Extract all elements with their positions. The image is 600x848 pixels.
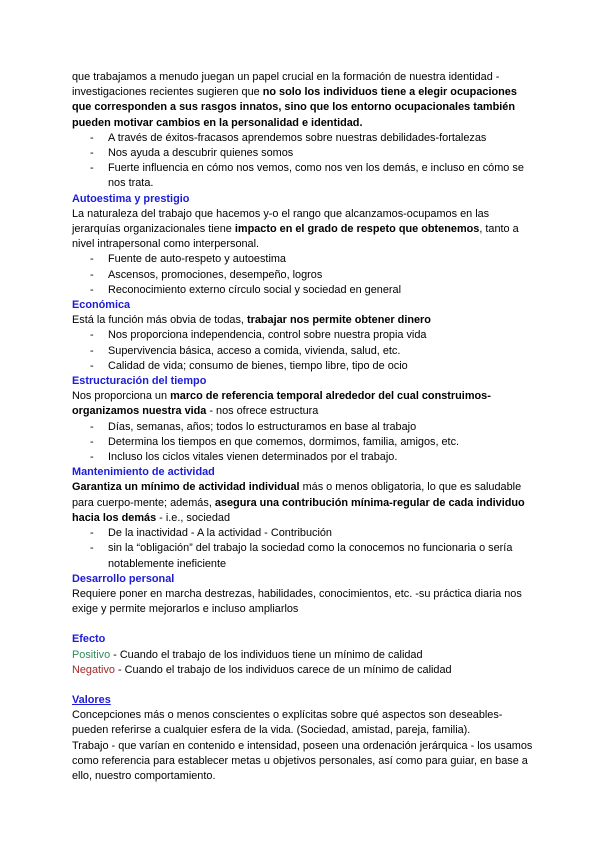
economica-paragraph: [72, 313, 536, 328]
intro-bold: no solo los individuos tiene a elegir ocupaciones que corresponden a sus rasgos innatos, sino que los entorno ocupacionales también pueden motivar cambios en la personalidad e identidad.: [72, 86, 517, 129]
positivo-label: Positivo: [72, 648, 111, 661]
economica-bullet-list: [72, 328, 536, 374]
negativo-label: Negativo: [72, 663, 115, 676]
valores-paragraph-1: Concepciones más o menos conscientes o explícitas sobre qué aspectos son deseables-pueden referirse a cualquier esfera de la vida. (Sociedad, amistad, pareja, familia).: [72, 709, 503, 737]
list-item: - A través de éxitos-fracasos aprendemos sobre nuestras debilidades-fortalezas: [72, 131, 536, 146]
efecto-positivo-line: [72, 648, 536, 663]
document-body: [72, 70, 536, 784]
intro-text: que trabajamos a menudo juegan un papel crucial en la formación de nuestra identidad - investigaciones recientes sugieren que: [72, 71, 500, 99]
list-item: - De la inactividad - A la actividad - Contribución: [72, 526, 536, 541]
section-heading-estructuracion: Estructuración del tiempo: [72, 375, 207, 388]
autoestima-text: La naturaleza del trabajo que hacemos y-o el rango que alcanzamos-ocupamos en las jerarquías organizacionales tiene: [72, 207, 490, 236]
economica-bold: trabajar nos permite obtener dinero: [246, 314, 431, 327]
estructuracion-paragraph: [72, 389, 536, 419]
mantenimiento-bold: Garantiza un mínimo de actividad individual: [72, 481, 300, 494]
spacer: [72, 678, 536, 693]
section-heading-valores: Valores: [72, 693, 111, 706]
list-item: - Determina los tiempos en que comemos, dormimos, familia, amigos, etc.: [72, 435, 536, 450]
autoestima-bold: impacto en el grado de respeto que obtenemos: [234, 223, 480, 236]
desarrollo-paragraph: Requiere poner en marcha destrezas, habilidades, conocimientos, etc. -su práctica diaria nos exige y permite mejorarlos e incluso ampliarlos: [72, 587, 522, 616]
autoestima-bullet-list: [72, 252, 536, 298]
estructuracion-bullet-list: [72, 420, 536, 466]
list-item: - Fuente de auto-respeto y autoestima: [72, 252, 536, 267]
mantenimiento-bullet-list: [72, 526, 536, 572]
economica-text: Está la función más obvia de todas,: [72, 314, 247, 327]
section-heading-desarrollo: Desarrollo personal: [72, 572, 175, 585]
intro-paragraph: [72, 70, 536, 131]
positivo-text: - Cuando el trabajo de los individuos tiene un mínimo de calidad: [110, 648, 423, 661]
estructuracion-text: Nos proporciona un: [72, 390, 171, 403]
list-item: - Fuerte influencia en cómo nos vemos, como nos ven los demás, e incluso en cómo se nos trata.: [72, 161, 536, 191]
list-item: - Días, semanas, años; todos lo estructuramos en base al trabajo: [72, 420, 536, 435]
section-heading-economica: Económica: [72, 299, 131, 312]
section-heading-efecto: Efecto: [72, 633, 106, 646]
section-heading-mantenimiento: Mantenimiento de actividad: [72, 466, 215, 479]
list-item: - Nos proporciona independencia, control sobre nuestra propia vida: [72, 328, 536, 343]
autoestima-paragraph: [72, 207, 536, 253]
section-heading-autoestima: Autoestima y prestigio: [72, 192, 190, 205]
estructuracion-text-end: - nos ofrece estructura: [206, 405, 319, 418]
list-item: - Ascensos, promociones, desempeño, logros: [72, 268, 536, 283]
mantenimiento-text: más o menos obligatoria, lo que es saludable para cuerpo-mente; además,: [72, 481, 522, 509]
mantenimiento-bold-2: asegura una contribución mínima-regular de cada individuo hacia los demás: [72, 496, 525, 524]
list-item: - sin la “obligación” del trabajo la sociedad como la conocemos no funcionaria o sería notablemente ineficiente: [72, 541, 536, 571]
intro-bullet-list: [72, 131, 536, 192]
estructuracion-bold: marco de referencia temporal alrededor del cual construimos-organizamos nuestra vida: [72, 390, 491, 418]
efecto-negativo-line: [72, 663, 536, 678]
mantenimiento-text-end: - i.e., sociedad: [156, 511, 231, 524]
list-item: - Supervivencia básica, acceso a comida, vivienda, salud, etc.: [72, 344, 536, 359]
spacer: [72, 617, 536, 632]
valores-paragraph-2: Trabajo - que varían en contenido e intensidad, poseen una ordenación jerárquica - los usamos como referencia para establecer metas u objetivos personales, así como para guiar, en base a ello, nuestro comportamiento.: [72, 739, 533, 782]
list-item: - Calidad de vida; consumo de bienes, tiempo libre, tipo de ocio: [72, 359, 536, 374]
list-item: - Reconocimiento externo círculo social y sociedad en general: [72, 283, 536, 298]
list-item: - Nos ayuda a descubrir quienes somos: [72, 146, 536, 161]
negativo-text: - Cuando el trabajo de los individuos carece de un mínimo de calidad: [114, 663, 452, 676]
list-item: - Incluso los ciclos vitales vienen determinados por el trabajo.: [72, 450, 536, 465]
mantenimiento-paragraph: [72, 480, 536, 526]
autoestima-text-end: , tanto a nivel intrapersonal como interpersonal.: [72, 223, 519, 251]
